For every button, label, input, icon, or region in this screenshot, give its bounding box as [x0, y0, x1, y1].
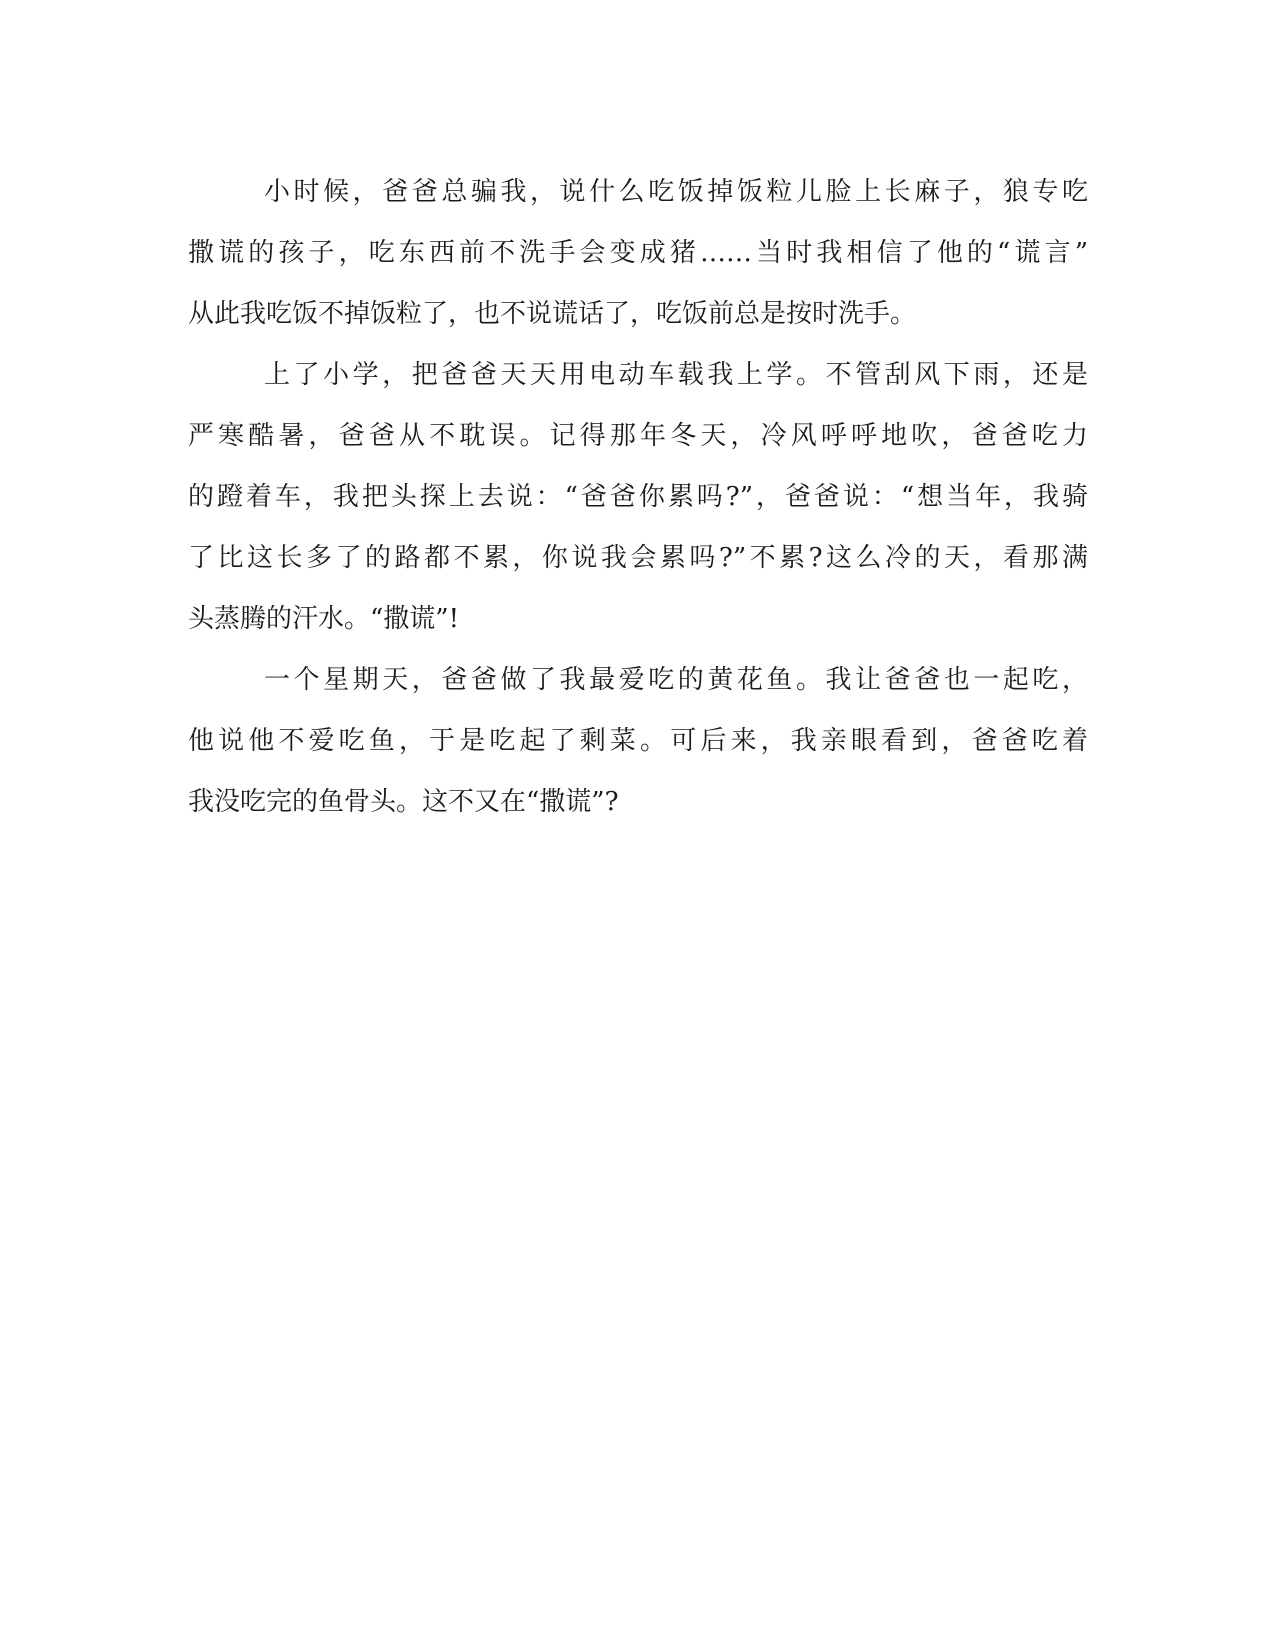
- text-line: 头蒸腾的汗水。“撒谎”!: [188, 604, 460, 634]
- text-line: 他说他不爱吃鱼，于是吃起了剩菜。可后来，我亲眼看到，爸爸吃着: [188, 726, 1088, 756]
- essay-body: [188, 162, 1088, 833]
- text-line: 一个星期天，爸爸做了我最爱吃的黄花鱼。我让爸爸也一起吃，: [264, 665, 1088, 695]
- paragraph-1: [188, 162, 1088, 345]
- text-line: 我没吃完的鱼骨头。这不又在“撒谎”?: [188, 787, 619, 817]
- text-line: 严寒酷暑，爸爸从不耽误。记得那年冬天，冷风呼呼地吹，爸爸吃力: [188, 421, 1088, 451]
- paragraph-3: [188, 650, 1088, 833]
- text-line: 撒谎的孩子，吃东西前不洗手会变成猪……当时我相信了他的“谎言”: [188, 238, 1088, 268]
- text-line: 小时候，爸爸总骗我，说什么吃饭掉饭粒儿脸上长麻子，狼专吃: [264, 177, 1088, 207]
- text-line: 从此我吃饭不掉饭粒了，也不说谎话了，吃饭前总是按时洗手。: [188, 299, 917, 329]
- text-line: 了比这长多了的路都不累，你说我会累吗?”不累?这么冷的天，看那满: [188, 543, 1088, 573]
- text-line: 的蹬着车，我把头探上去说：“爸爸你累吗?”，爸爸说：“想当年，我骑: [188, 482, 1088, 512]
- paragraph-2: [188, 345, 1088, 650]
- text-line: 上了小学，把爸爸天天用电动车载我上学。不管刮风下雨，还是: [264, 360, 1088, 390]
